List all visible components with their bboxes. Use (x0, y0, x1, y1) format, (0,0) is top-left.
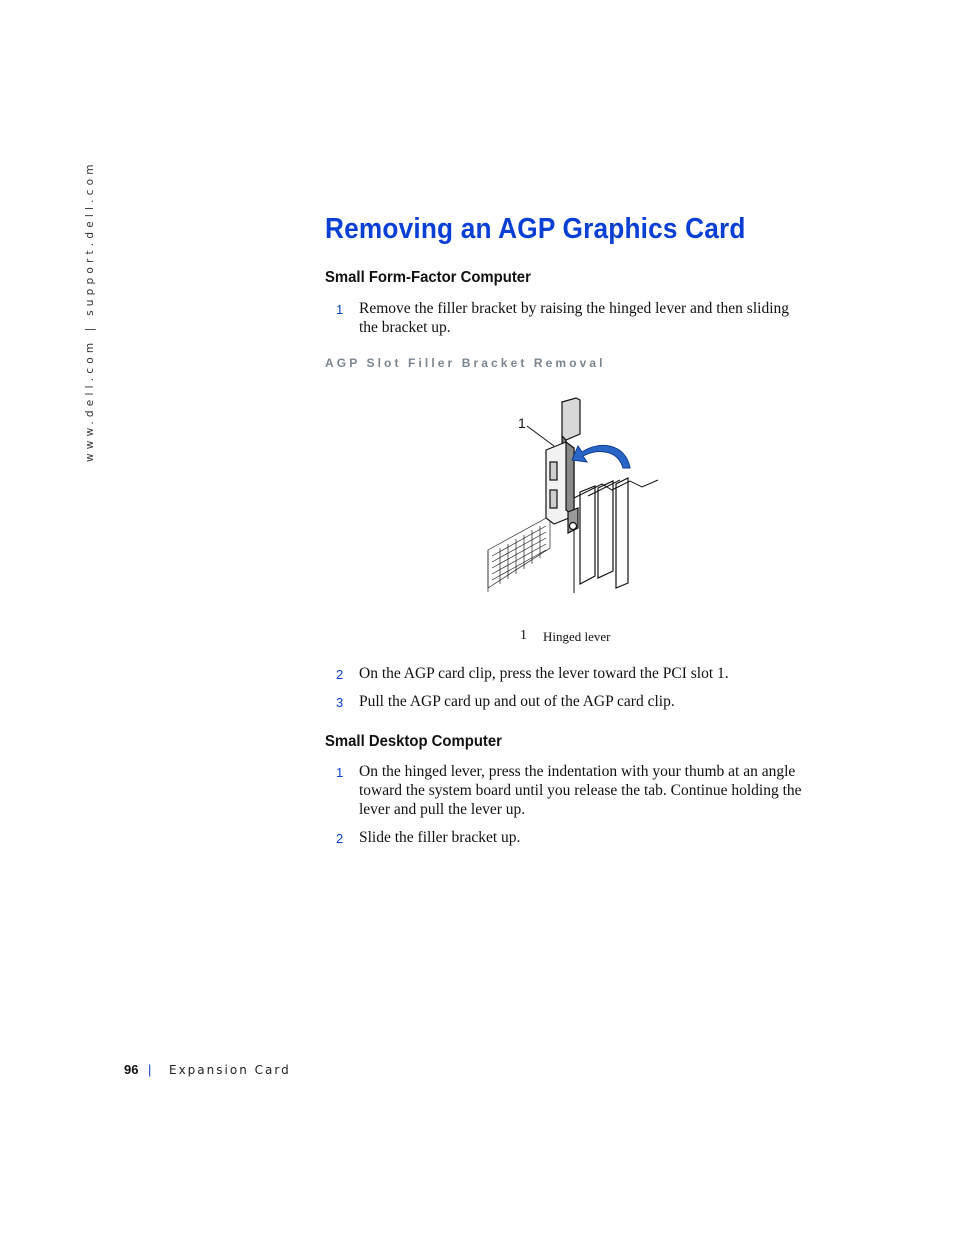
step-number: 2 (336, 831, 344, 846)
callout-label: Hinged lever (543, 629, 611, 644)
filler-bracket (546, 398, 580, 533)
filler-bracket-illustration (470, 388, 670, 600)
figure-callout-label: 1 (518, 415, 526, 431)
step-number: 1 (336, 302, 344, 317)
section-heading-small-desktop: Small Desktop Computer (325, 733, 502, 750)
side-margin-url: www.dell.com | support.dell.com (84, 160, 96, 462)
chassis-grid (488, 516, 550, 592)
footer-section-name: Expansion Card (169, 1063, 291, 1077)
callout-leader-line (527, 426, 554, 446)
page-number: 96 (124, 1062, 139, 1077)
lift-arrow-icon (572, 445, 630, 468)
page-title: Removing an AGP Graphics Card (325, 213, 746, 245)
section-heading-small-form-factor: Small Form-Factor Computer (325, 269, 531, 286)
callout-number: 1 (520, 628, 527, 643)
step-text: Pull the AGP card up and out of the AGP card clip. (359, 693, 675, 710)
step-number: 1 (336, 765, 344, 780)
step-number: 2 (336, 667, 344, 682)
figure-title: AGP Slot Filler Bracket Removal (325, 356, 606, 370)
step-text: Slide the filler bracket up. (359, 829, 521, 846)
step-text: On the AGP card clip, press the lever toward the PCI slot 1. (359, 665, 729, 682)
step-text: Remove the filler bracket by raising the hinged lever and then sliding the bracket up. (359, 300, 789, 336)
footer-separator: | (148, 1062, 152, 1077)
slot-brackets (580, 478, 628, 588)
step-number: 3 (336, 695, 344, 710)
step-text: On the hinged lever, press the indentation with your thumb at an angle toward the system board until you release the tab. Continue holding the lever and pull the lever up. (359, 763, 802, 818)
filler-bracket-drawing (470, 388, 670, 600)
